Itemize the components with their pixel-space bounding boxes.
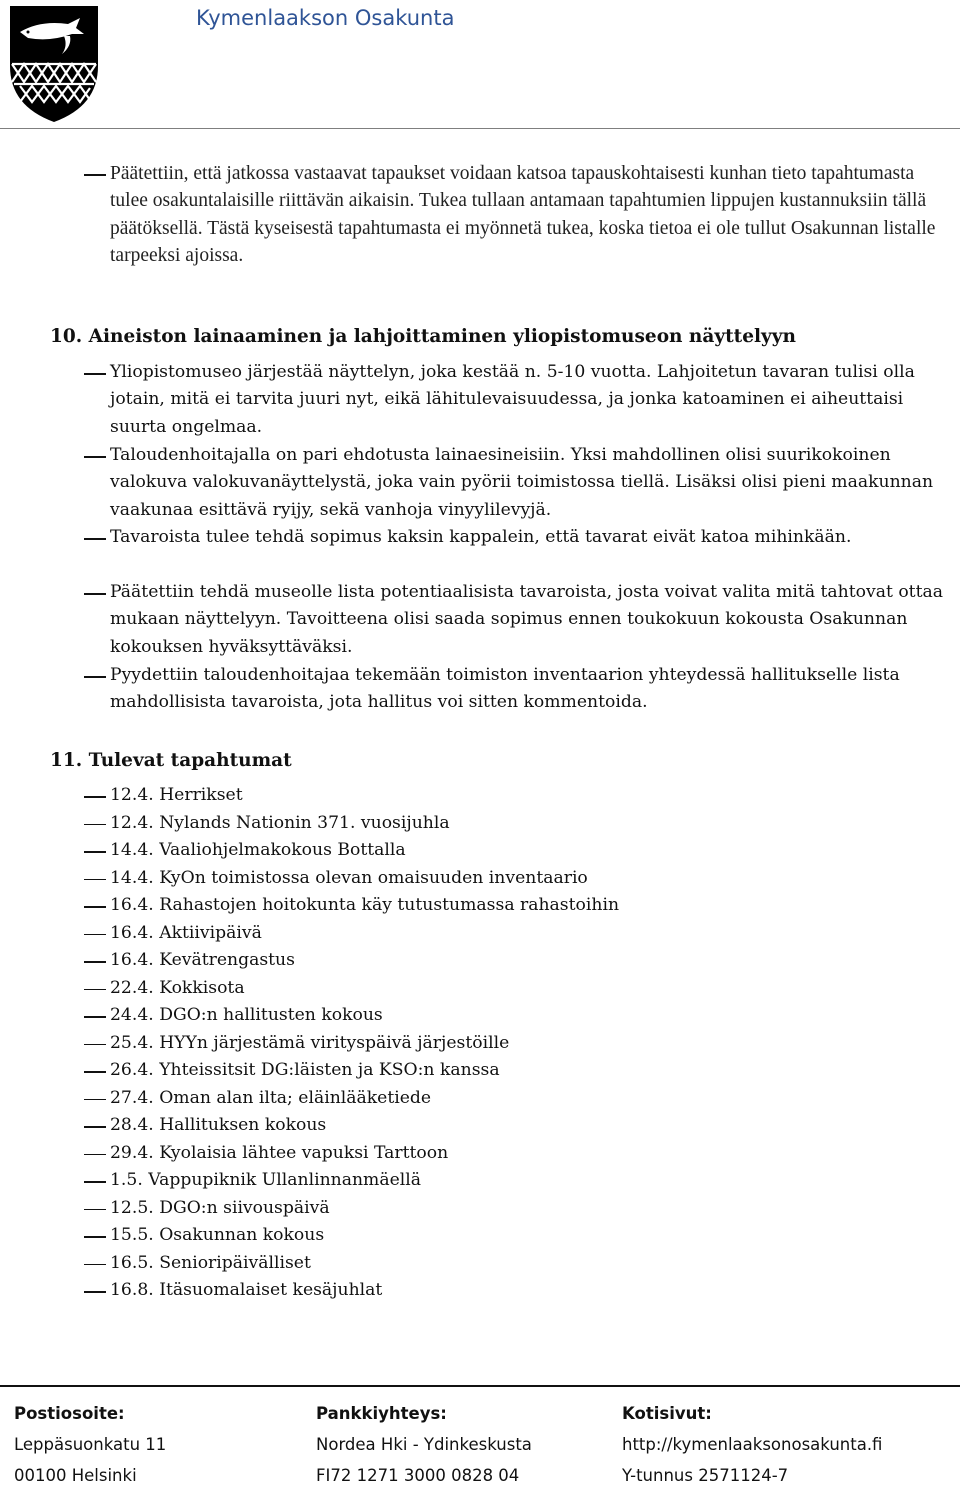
bullet-dash — [84, 1264, 106, 1266]
event-item: 16.5. Senioripäivälliset — [110, 1252, 311, 1273]
bullet-dash — [84, 456, 106, 458]
bullet-dash — [84, 373, 106, 375]
bullet-dash — [84, 824, 106, 826]
page-header — [0, 0, 960, 132]
footer-bank-iban: FI72 1271 3000 0828 04 — [316, 1466, 520, 1485]
bullet-dash — [84, 593, 106, 595]
footer-postal — [14, 1398, 166, 1491]
bullet-dash — [84, 906, 106, 908]
footer-postal-street: Leppäsuonkatu 11 — [14, 1435, 167, 1454]
event-item: 14.4. KyOn toimistossa olevan omaisuuden inventaario — [110, 867, 588, 888]
event-item: 26.4. Yhteissitsit DG:läisten ja KSO:n kanssa — [110, 1060, 500, 1080]
event-item: 12.5. DGO:n siivouspäivä — [110, 1197, 330, 1218]
footer-bank — [316, 1398, 532, 1491]
bullet-dash — [84, 1099, 106, 1101]
bullet-dash — [84, 1044, 106, 1046]
bullet-dash — [84, 1126, 106, 1128]
event-item: 12.4. Nylands Nationin 371. vuosijuhla — [110, 812, 450, 833]
bullet-dash — [84, 796, 106, 798]
event-item: 14.4. Vaaliohjelmakokous Bottalla — [110, 840, 406, 860]
event-item: 16.8. Itäsuomalaiset kesäjuhlat — [110, 1280, 383, 1300]
bullet-dash — [84, 1016, 106, 1018]
event-item: 12.4. Herrikset — [110, 785, 243, 805]
bullet-dash — [84, 1291, 106, 1293]
bullet-dash — [84, 174, 106, 176]
bullet-dash — [84, 1181, 106, 1183]
event-item: 15.5. Osakunnan kokous — [110, 1225, 325, 1245]
coat-of-arms-logo — [6, 2, 102, 126]
bullet-dash — [84, 1071, 106, 1073]
event-item: 27.4. Oman alan ilta; eläinlääketiede — [110, 1087, 432, 1108]
footer-postal-label: Postiosoite: — [14, 1404, 125, 1423]
bullet-dash — [84, 851, 106, 853]
section-10-item: Yliopistomuseo järjestää näyttelyn, joka kestää n. 5-10 vuotta. Lahjoitetun tavaran tulisi olla jotain, mitä ei tarvita juuri nyt, eikä lähitulevaisuudessa, ja jonka katoaminen ei aiheuttaisi suurta ongelmaa. — [110, 362, 915, 437]
event-item: 28.4. Hallituksen kokous — [110, 1115, 327, 1135]
event-item: 16.4. Aktiivipäivä — [110, 922, 262, 943]
header-divider — [0, 128, 960, 129]
bullet-dash — [84, 676, 106, 678]
section-10-item: Taloudenhoitajalla on pari ehdotusta lainaesineisiin. Yksi mahdollinen olisi suurikokoinen valokuva valokuvanäyttelystä, joka vain pyörii toimistossa tiellä. Lisäksi olisi pieni maakunnan vaakunaa esittävä ryijy, sekä vanhoja vinyylilevyjä. — [110, 445, 934, 520]
event-item: 1.5. Vappupiknik Ullanlinnanmäellä — [110, 1170, 421, 1190]
section-10-item: Tavaroista tulee tehdä sopimus kaksin kappalein, että tavarat eivät katoa mihinkään. — [110, 527, 852, 547]
bullet-dash — [84, 1236, 106, 1238]
bullet-dash — [84, 1209, 106, 1211]
section-10-item: Pyydettiin taloudenhoitajaa tekemään toimiston inventaarion yhteydessä hallitukselle lista mahdollisista tavaroista, jota hallitus voi sitten kommentoida. — [110, 665, 900, 713]
footer-web — [622, 1398, 882, 1491]
section-10-item: Päätettiin tehdä museolle lista potentiaalisista tavaroista, josta voivat valita mitä tahtovat ottaa mukaan näyttelyyn. Tavoitteena olisi saada sopimus ennen toukokuun kokousta Osakunnan kokouksen hyväksyttäväksi. — [110, 582, 943, 657]
event-item: 16.4. Kevätrengastus — [110, 950, 295, 970]
footer-business-id: Y-tunnus 2571124-7 — [622, 1466, 789, 1485]
bullet-dash — [84, 879, 106, 881]
bullet-dash — [84, 961, 106, 963]
event-item: 25.4. HYYn järjestämä virityspäivä järjestöille — [110, 1032, 510, 1053]
event-item: 29.4. Kyolaisia lähtee vapuksi Tarttoon — [110, 1142, 449, 1163]
footer-bank-label: Pankkiyhteys: — [316, 1404, 447, 1423]
event-item: 22.4. Kokkisota — [110, 977, 245, 998]
bullet-dash — [84, 1154, 106, 1156]
event-item: 16.4. Rahastojen hoitokunta käy tutustumassa rahastoihin — [110, 895, 620, 915]
bullet-dash — [84, 989, 106, 991]
footer-postal-city: 00100 Helsinki — [14, 1466, 137, 1485]
footer-web-link[interactable]: http://kymenlaaksonosakunta.fi — [622, 1435, 883, 1454]
bullet-dash — [84, 934, 106, 936]
footer-divider — [0, 1385, 960, 1387]
organization-name: Kymenlaakson Osakunta — [196, 6, 455, 30]
bullet-dash — [84, 538, 106, 540]
section-10-heading: 10. Aineiston lainaaminen ja lahjoittaminen yliopistomuseon näyttelyyn — [50, 326, 796, 347]
footer-web-label: Kotisivut: — [622, 1404, 712, 1423]
section-11-heading: 11. Tulevat tapahtumat — [50, 750, 292, 771]
event-item: 24.4. DGO:n hallitusten kokous — [110, 1005, 383, 1025]
intro-paragraph: Päätettiin, että jatkossa vastaavat tapaukset voidaan katsoa tapauskohtaisesti kunhan tieto tapahtumasta tulee osakuntalaisille riittävän aikaisin. Tukea tullaan antamaan tapahtumien lippujen kustannuksiin tällä päätöksellä. Tästä kyseisestä tapahtumasta ei myönnetä tukea, koska tietoa ei ole tullut Osakunnan listalle tarpeeksi ajoissa. — [110, 163, 936, 267]
footer-bank-name: Nordea Hki - Ydinkeskusta — [316, 1435, 532, 1454]
